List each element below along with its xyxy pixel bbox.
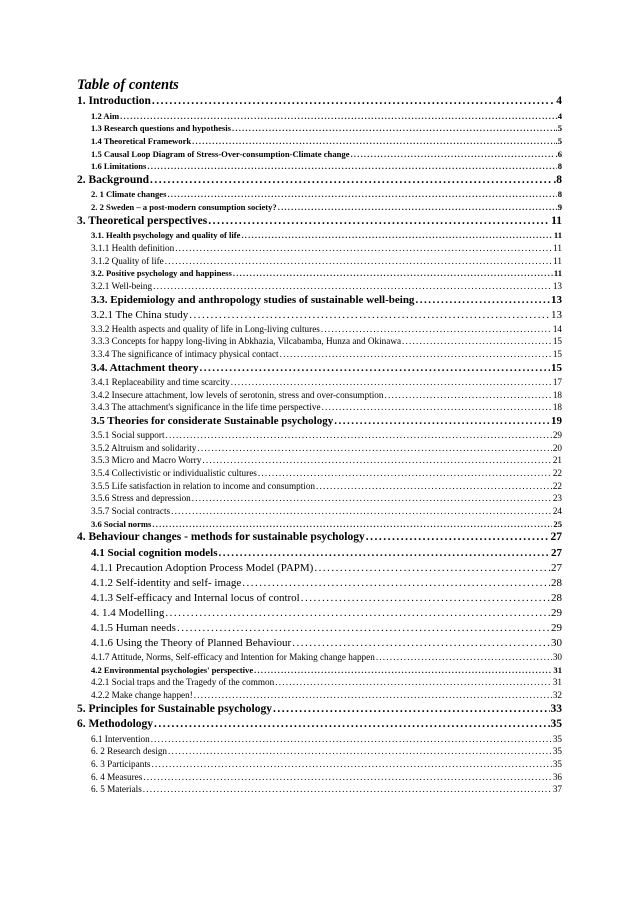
toc-entry-page: 11 [553, 255, 562, 266]
toc-entry[interactable] [77, 242, 562, 255]
toc-entry-page: .4 [555, 110, 562, 121]
toc-entry-page: 28 [551, 576, 562, 589]
toc-entry-label: 1.3 Research questions and hypothesis [91, 123, 231, 134]
toc-dot-leader [152, 94, 550, 110]
toc-dot-leader [208, 214, 550, 230]
toc-entry[interactable] [77, 576, 562, 591]
toc-entry[interactable] [77, 689, 562, 702]
toc-entry[interactable] [77, 201, 562, 214]
toc-entry[interactable] [77, 335, 562, 348]
toc-entry-page: .8 [553, 173, 562, 186]
toc-entry[interactable] [77, 467, 562, 480]
toc-entry-page: 23 [552, 493, 562, 504]
toc-entry-page: 18 [552, 389, 562, 400]
toc-dot-leader [241, 229, 552, 242]
toc-entry-label: 4. 1.4 Modelling [91, 606, 165, 619]
toc-entry-label: 3.4.2 Insecure attachment, low levels of serotonin, stress and over-consumption [91, 389, 384, 400]
toc-entry-label: 1.6 Limitations [91, 161, 147, 172]
toc-dot-leader [175, 242, 552, 255]
toc-entry-label: 4.1.5 Human needs [91, 621, 176, 634]
toc-page [77, 76, 562, 796]
toc-entry[interactable] [77, 745, 562, 758]
toc-dot-leader [192, 492, 552, 505]
toc-entry-label: 3.5.5 Life satisfaction in relation to income and consumption [91, 480, 316, 491]
toc-entry-page: 35 [552, 733, 562, 744]
toc-entry-page: 24 [552, 506, 562, 516]
toc-entry[interactable] [77, 348, 562, 361]
toc-dot-leader [384, 389, 551, 402]
toc-entry-label: 3.1.1 Health definition [91, 243, 175, 253]
toc-dot-leader [231, 376, 552, 389]
toc-entry[interactable] [77, 280, 562, 293]
toc-entry-label: 3.2. Positive psychology and happiness [91, 268, 232, 279]
toc-dot-leader [376, 651, 552, 664]
toc-entry[interactable] [77, 267, 562, 280]
toc-entry-page: 11 [553, 243, 562, 253]
toc-entry-label: 4.2 Environmental psychologies' perspective [91, 664, 254, 675]
toc-entry-page: 15 [552, 349, 562, 360]
toc-entry[interactable] [77, 376, 562, 389]
toc-entry-label: 4.1.7 Attitude, Norms, Self-efficacy and Intention for Making change happen [91, 651, 375, 662]
toc-entry-page: 18 [552, 402, 562, 413]
toc-entry[interactable] [77, 676, 562, 689]
toc-entry-label: 6. 5 Materials [91, 784, 142, 795]
toc-entry-label: 3.3.3 Concepts for happy long-living in Abkhazia, Vilcabamba, Hunza and Okinawa [91, 336, 402, 347]
toc-entry[interactable] [77, 94, 562, 110]
toc-entry[interactable] [77, 758, 562, 771]
toc-entry-page: 25 [553, 518, 562, 529]
toc-entry[interactable] [77, 561, 562, 576]
toc-entry-label: 5. Principles for Sustainable psychology [77, 702, 272, 715]
toc-dot-leader [219, 546, 550, 561]
toc-entry[interactable] [77, 717, 562, 733]
toc-entry-page: . 4 [550, 95, 562, 107]
toc-dot-leader [242, 576, 550, 591]
toc-entry-label: 1.5 Causal Loop Diagram of Stress-Over-consumption-Climate change [91, 148, 350, 159]
toc-entry-label: 1. Introduction [77, 95, 151, 107]
toc-entry-page: 31 [553, 664, 562, 675]
toc-dot-leader [194, 689, 552, 702]
toc-entry[interactable] [77, 651, 562, 664]
toc-dot-leader [316, 480, 552, 493]
toc-dot-leader [150, 173, 552, 189]
toc-entry-label: 1.2 Aim [91, 110, 120, 121]
toc-entry-page: .5 [555, 123, 562, 134]
toc-dot-leader [278, 201, 555, 214]
toc-entry-page: 15 [552, 336, 562, 347]
toc-entry-label: 3.3.2 Health aspects and quality of life in Long-living cultures [91, 323, 320, 334]
toc-entry-page: 8 [557, 189, 562, 200]
toc-entry[interactable] [77, 323, 562, 336]
toc-entry-page: 13 [552, 281, 562, 292]
toc-entry[interactable] [77, 480, 562, 493]
toc-entry-label: 3.5 Theories for considerate Sustainable psychology [91, 414, 334, 427]
toc-entry[interactable] [77, 148, 562, 161]
toc-entry[interactable] [77, 771, 562, 784]
toc-entry[interactable] [77, 135, 562, 148]
toc-entry-page: 22 [552, 467, 562, 478]
toc-entry-page: 15 [551, 361, 562, 374]
toc-dot-leader [280, 348, 552, 361]
toc-dot-leader [153, 280, 552, 293]
toc-dot-leader [166, 429, 552, 442]
toc-dot-leader [147, 160, 556, 173]
toc-entry[interactable] [77, 492, 562, 505]
toc-entry[interactable] [77, 389, 562, 402]
toc-dot-leader [254, 664, 552, 677]
toc-entry-label: 3.4. Attachment theory [91, 361, 199, 374]
toc-dot-leader [258, 467, 552, 480]
toc-entry[interactable] [77, 442, 562, 455]
toc-entry-label: 6. 4 Measures [91, 771, 143, 782]
toc-dot-leader [152, 518, 552, 531]
toc-entry-label: 6.1 Intervention [91, 733, 150, 744]
toc-entry[interactable] [77, 733, 562, 746]
toc-entry[interactable] [77, 429, 562, 442]
toc-entry[interactable] [77, 229, 562, 242]
toc-dot-leader [171, 505, 552, 518]
toc-entry-label: 1.4 Theoretical Framework [91, 135, 192, 146]
toc-entry[interactable] [77, 636, 562, 651]
toc-dot-leader [120, 110, 554, 123]
toc-dot-leader [334, 414, 550, 429]
toc-entry-page: 17 [552, 376, 562, 387]
toc-dot-leader [165, 255, 552, 268]
toc-entry-page: 36 [552, 771, 562, 782]
toc-entry-label: 4.1.1 Precaution Adoption Process Model (PAPM) [91, 561, 314, 574]
toc-entry-page: 35 [550, 718, 562, 731]
toc-entry[interactable] [77, 454, 562, 467]
toc-entry-label: 4.2.1 Social traps and the Tragedy of the common [91, 677, 275, 688]
toc-entry-page: .9 [555, 202, 562, 213]
toc-entry[interactable] [77, 361, 562, 376]
toc-entry[interactable] [77, 546, 562, 561]
toc-entry[interactable] [77, 606, 562, 621]
toc-entry[interactable] [77, 621, 562, 636]
toc-entry[interactable] [77, 110, 562, 123]
toc-entry[interactable] [77, 518, 562, 531]
toc-entry-page: 30 [552, 651, 562, 662]
toc-entry-page: 19 [551, 414, 562, 427]
toc-entry-label: 3. Theoretical perspectives [77, 214, 208, 227]
toc-dot-leader [197, 442, 551, 455]
toc-entry-label: 3.2.1 Well-being [91, 281, 153, 292]
toc-entry-page: 27 [550, 531, 562, 544]
toc-entry[interactable] [77, 173, 562, 189]
toc-dot-leader [415, 293, 550, 308]
toc-dot-leader [275, 676, 552, 689]
toc-dot-leader [151, 758, 551, 771]
toc-dot-leader [200, 361, 550, 376]
toc-entry[interactable] [77, 308, 562, 323]
toc-dot-leader [143, 783, 552, 796]
toc-entry-page: 30 [551, 636, 562, 649]
toc-list [77, 94, 562, 796]
toc-entry[interactable] [77, 530, 562, 546]
toc-entry-label: 6. Methodology [77, 718, 154, 731]
toc-entry[interactable] [77, 591, 562, 606]
toc-entry[interactable] [77, 664, 562, 677]
toc-entry[interactable] [77, 255, 562, 268]
toc-dot-leader [168, 745, 552, 758]
toc-dot-leader [151, 733, 552, 746]
toc-entry-label: 4.1.2 Self-identity and self- image [91, 576, 242, 589]
toc-entry-label: 4.1.6 Using the Theory of Planned Behaviour [91, 636, 292, 649]
toc-dot-leader [189, 308, 550, 323]
toc-entry[interactable] [77, 160, 562, 173]
toc-entry-label: 3.1.2 Quality of life [91, 255, 164, 266]
toc-entry-page: 35 [552, 746, 562, 757]
toc-entry-page: 14 [552, 323, 562, 334]
toc-dot-leader [273, 702, 550, 718]
toc-entry-label: 3.6 Social norms [91, 518, 152, 529]
toc-dot-leader [322, 401, 552, 414]
toc-entry-label: 4.2.2 Make change happen! [91, 689, 193, 700]
toc-entry-page: .5 [555, 135, 562, 146]
toc-entry-page: 22 [552, 480, 562, 491]
toc-entry[interactable] [77, 783, 562, 796]
toc-entry-label: 2. 2 Sweden – a post-modern consumption society? [91, 202, 277, 213]
toc-dot-leader [233, 267, 553, 280]
toc-entry-label: 3.5.2 Altruism and solidarity [91, 442, 197, 453]
toc-dot-leader [165, 606, 550, 621]
toc-entry-page: 27 [551, 546, 562, 559]
toc-entry-label: 3.2.1 The China study [91, 308, 189, 321]
toc-entry-label: 3.5.7 Social contracts [91, 506, 171, 516]
toc-entry-page: 32 [552, 689, 562, 700]
toc-title: Table of contents [77, 77, 179, 93]
toc-dot-leader [402, 335, 552, 348]
toc-dot-leader [192, 135, 554, 148]
toc-dot-leader [167, 188, 556, 201]
toc-entry-page: 29 [552, 429, 562, 440]
toc-dot-leader [321, 323, 552, 336]
toc-dot-leader [314, 561, 550, 576]
toc-entry[interactable] [77, 401, 562, 414]
toc-dot-leader [143, 771, 552, 784]
toc-entry-label: 4.1.3 Self-efficacy and Internal locus of control [91, 591, 300, 604]
toc-entry-page: 31 [552, 677, 562, 688]
toc-entry-label: 2. Background [77, 173, 150, 186]
toc-entry-page: 11 [551, 214, 562, 227]
toc-dot-leader [351, 148, 555, 161]
toc-entry[interactable] [77, 505, 562, 518]
toc-dot-leader [232, 122, 555, 135]
toc-entry-label: 3.5.6 Stress and depression [91, 493, 191, 504]
toc-entry-label: 3.4.1 Replaceability and time scarcity [91, 376, 230, 387]
toc-entry-label: 3.1. Health psychology and quality of life [91, 230, 241, 241]
toc-dot-leader [177, 621, 550, 636]
toc-entry-page: 37 [552, 784, 562, 795]
toc-dot-leader [292, 636, 550, 651]
toc-entry-page: 13 [551, 293, 562, 306]
toc-entry-page: 13 [551, 308, 562, 321]
toc-entry-page: 11 [553, 268, 562, 279]
toc-entry-page: 11 [553, 230, 562, 241]
toc-entry-page: 27 [551, 561, 562, 574]
toc-dot-leader [202, 454, 551, 467]
toc-entry-label: 3.3. Epidemiology and anthropology studies of sustainable well-being [91, 293, 415, 306]
toc-entry[interactable] [77, 414, 562, 429]
toc-dot-leader [154, 717, 549, 733]
toc-entry-label: 3.3.4 The significance of intimacy physical contact [91, 349, 279, 360]
toc-dot-leader [301, 591, 550, 606]
toc-entry-label: 3.5.3 Micro and Macro Worry [91, 455, 202, 466]
toc-entry-label: 4. Behaviour changes - methods for sustainable psychology [77, 531, 365, 544]
toc-dot-leader [366, 530, 550, 546]
toc-entry-page: 35 [552, 759, 562, 769]
toc-entry-label: 3.5.1 Social support [91, 429, 165, 440]
toc-entry[interactable] [77, 188, 562, 201]
toc-entry[interactable] [77, 293, 562, 308]
toc-entry-label: 3.5.4 Collectivistic or individualistic cultures [91, 467, 257, 478]
toc-entry-label: 3.4.3 The attachment's significance in the life time perspective [91, 402, 321, 413]
toc-entry-page: 20 [552, 442, 562, 453]
toc-entry-page: 28 [551, 591, 562, 604]
toc-entry-page: 29 [551, 606, 562, 619]
toc-entry-label: 2. 1 Climate changes [91, 189, 167, 200]
toc-entry-page: 21 [552, 455, 562, 466]
toc-entry[interactable] [77, 702, 562, 718]
toc-entry-page: 33 [550, 702, 562, 715]
toc-entry-label: 6. 3 Participants [91, 759, 151, 769]
toc-entry-page: 29 [551, 621, 562, 634]
toc-entry-page: .6 [555, 148, 562, 159]
toc-entry[interactable] [77, 122, 562, 135]
toc-entry-page: 8 [557, 161, 562, 172]
toc-entry[interactable] [77, 214, 562, 230]
toc-entry-label: 4.1 Social cognition models [91, 546, 218, 559]
toc-entry-label: 6. 2 Research design [91, 746, 168, 757]
